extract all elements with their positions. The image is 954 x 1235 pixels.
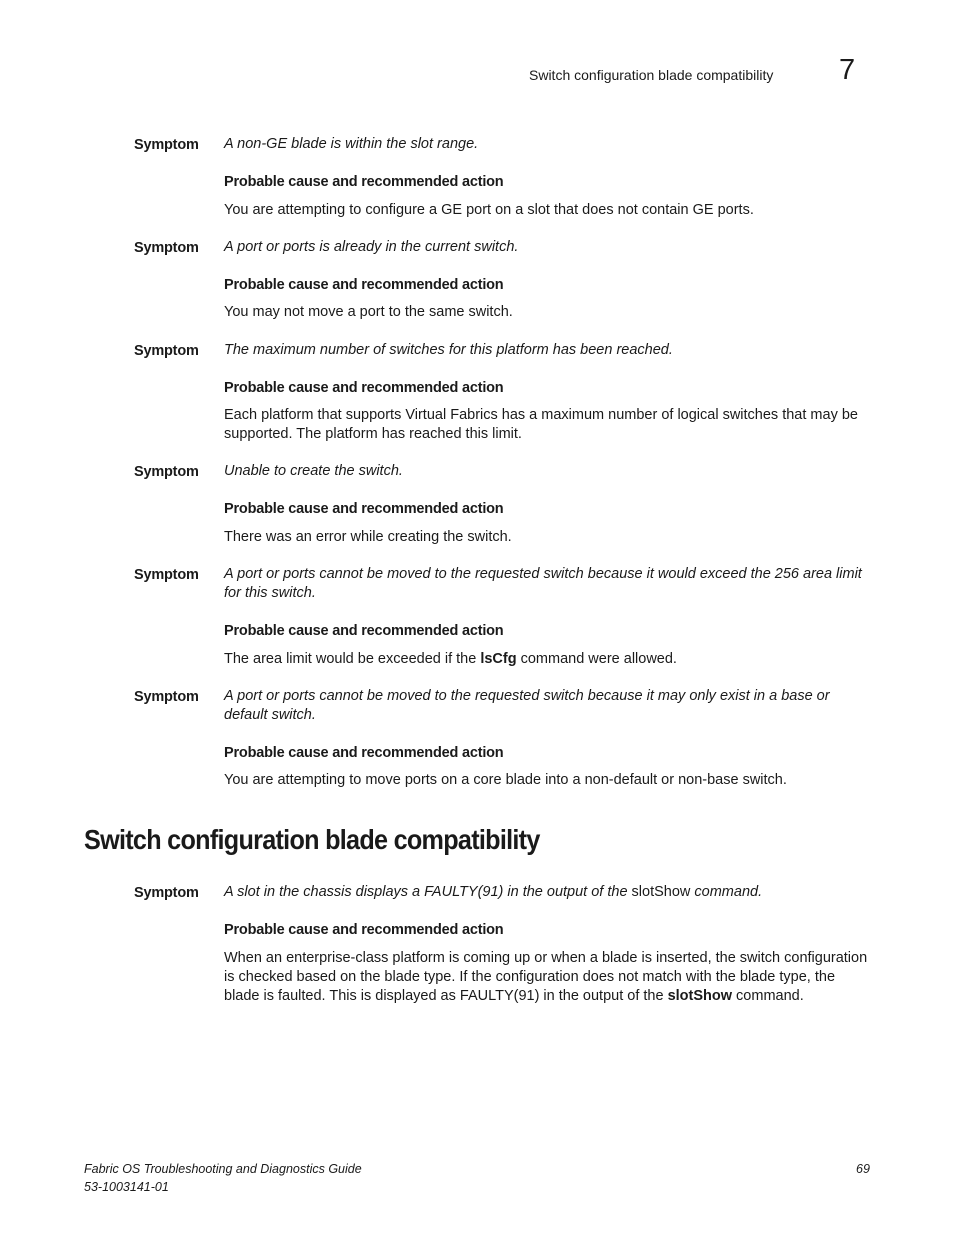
cause-text-post: command were allowed. xyxy=(516,651,677,667)
symptom-label: Symptom xyxy=(134,343,199,359)
symptom-text: A port or ports is already in the current switch. xyxy=(224,239,519,255)
symptom-label: Symptom xyxy=(134,567,199,583)
symptom-label: Symptom xyxy=(134,137,199,153)
running-header-title: Switch configuration blade compatibility xyxy=(529,67,774,83)
cause-text: Each platform that supports Virtual Fabrics has a maximum number of logical switches that may be supported. The platform has reached this limit. xyxy=(224,407,858,442)
symptom-label: Symptom xyxy=(134,464,199,480)
cause-text-pre: The area limit would be exceeded if the xyxy=(224,651,481,667)
command-slotshow: slotShow xyxy=(667,988,733,1004)
chapter-number: 7 xyxy=(839,54,856,86)
symptom-label: Symptom xyxy=(134,885,199,901)
symptom-label: Symptom xyxy=(134,689,199,705)
section-heading: Switch configuration blade compatibility xyxy=(84,824,540,855)
symptom-text-pre: A slot in the chassis displays a FAULTY(91) in the output of the xyxy=(224,884,632,900)
symptom-text: A non-GE blade is within the slot range. xyxy=(224,136,479,152)
cause-heading: Probable cause and recommended action xyxy=(224,501,504,517)
cause-text-post: command. xyxy=(732,988,804,1004)
command-slotshow: slotShow xyxy=(631,884,691,900)
page-number: 69 xyxy=(856,1162,870,1176)
symptom-text: Unable to create the switch. xyxy=(224,463,403,479)
cause-text: You are attempting to configure a GE port on a slot that does not contain GE ports. xyxy=(224,202,754,218)
cause-heading: Probable cause and recommended action xyxy=(224,174,504,190)
cause-heading: Probable cause and recommended action xyxy=(224,277,504,293)
cause-text: You are attempting to move ports on a core blade into a non-default or non-base switch. xyxy=(224,772,787,788)
symptom-text-post: command. xyxy=(690,884,763,900)
cause-text: There was an error while creating the switch. xyxy=(224,529,512,545)
cause-heading: Probable cause and recommended action xyxy=(224,745,504,761)
cause-text xyxy=(224,949,874,1006)
cause-heading: Probable cause and recommended action xyxy=(224,922,504,938)
symptom-text: A port or ports cannot be moved to the requested switch because it would exceed the 256 area limit for this switch. xyxy=(224,566,862,601)
command-lscfg: lsCfg xyxy=(480,651,517,667)
cause-heading: Probable cause and recommended action xyxy=(224,380,504,396)
symptom-text: The maximum number of switches for this platform has been reached. xyxy=(224,342,673,358)
footer-doc-number: 53-1003141-01 xyxy=(84,1180,169,1194)
symptom-text: A port or ports cannot be moved to the requested switch because it may only exist in a base or default switch. xyxy=(224,688,830,723)
symptom-text xyxy=(224,883,874,902)
footer-doc-title: Fabric OS Troubleshooting and Diagnostics Guide xyxy=(84,1162,362,1176)
cause-text-pre: When an enterprise-class platform is coming up or when a blade is inserted, the switch configuration is checked based on the blade type. If the configuration does not match with the blade type, the blade is faulted. This is displayed as FAULTY(91) in the output of the xyxy=(224,950,868,1004)
cause-text xyxy=(224,650,874,669)
cause-text: You may not move a port to the same switch. xyxy=(224,304,513,320)
cause-heading: Probable cause and recommended action xyxy=(224,623,504,639)
symptom-label: Symptom xyxy=(134,240,199,256)
